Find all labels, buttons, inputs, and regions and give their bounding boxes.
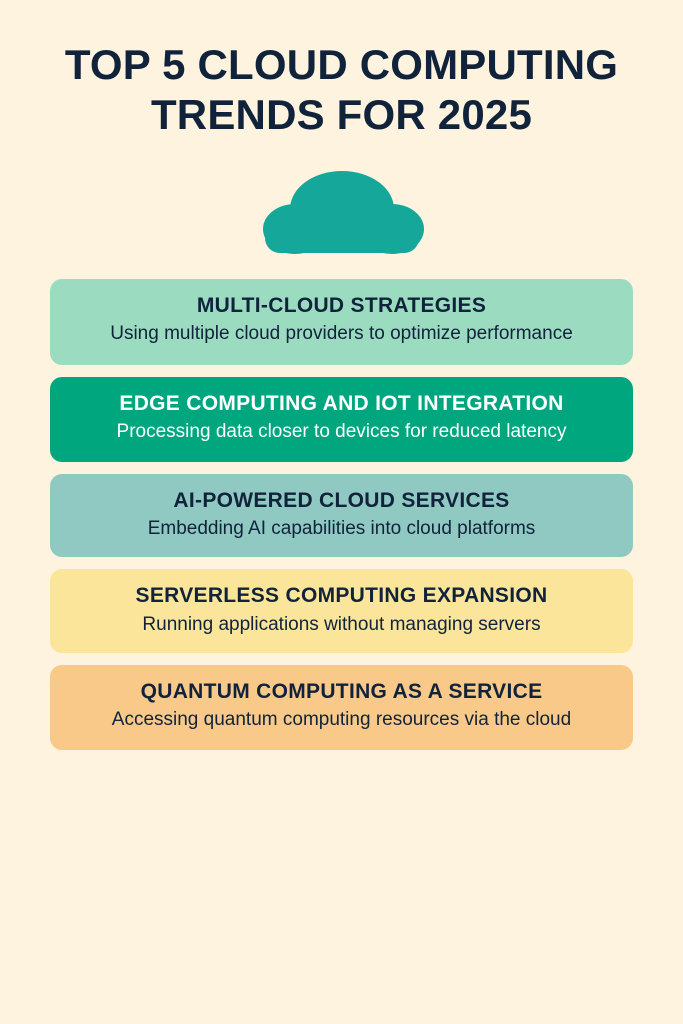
trend-card-2-description: Processing data closer to devices for reduced latency xyxy=(116,420,567,442)
trend-card-2-title: EDGE COMPUTING AND IOT INTEGRATION xyxy=(119,391,564,415)
trend-card-3[interactable] xyxy=(50,474,633,557)
trend-card-1-title: MULTI-CLOUD STRATEGIES xyxy=(196,294,487,318)
trend-card-5-description: Accessing quantum computing resources via the cloud xyxy=(111,709,572,731)
trend-card-3-description: Embedding AI capabilities into cloud platforms xyxy=(147,518,536,540)
cloud-icon xyxy=(247,161,437,271)
trend-card-5-title: QUANTUM COMPUTING AS A SERVICE xyxy=(140,679,543,703)
cloud-illustration xyxy=(247,161,437,271)
trend-card-4-title: SERVERLESS COMPUTING EXPANSION xyxy=(135,584,548,608)
trend-card-2[interactable] xyxy=(50,377,633,462)
trend-card-5[interactable] xyxy=(50,665,633,750)
trend-card-1[interactable] xyxy=(50,279,633,364)
trend-card-4[interactable] xyxy=(50,569,633,652)
trend-card-1-description: Using multiple cloud providers to optimize performance xyxy=(110,323,573,345)
trend-card-4-description: Running applications without managing servers xyxy=(142,613,541,635)
page-title: TOP 5 CLOUD COMPUTING TRENDS FOR 2025 xyxy=(64,41,619,138)
trend-card-list xyxy=(50,279,633,750)
trend-card-3-title: AI-POWERED CLOUD SERVICES xyxy=(173,489,510,512)
